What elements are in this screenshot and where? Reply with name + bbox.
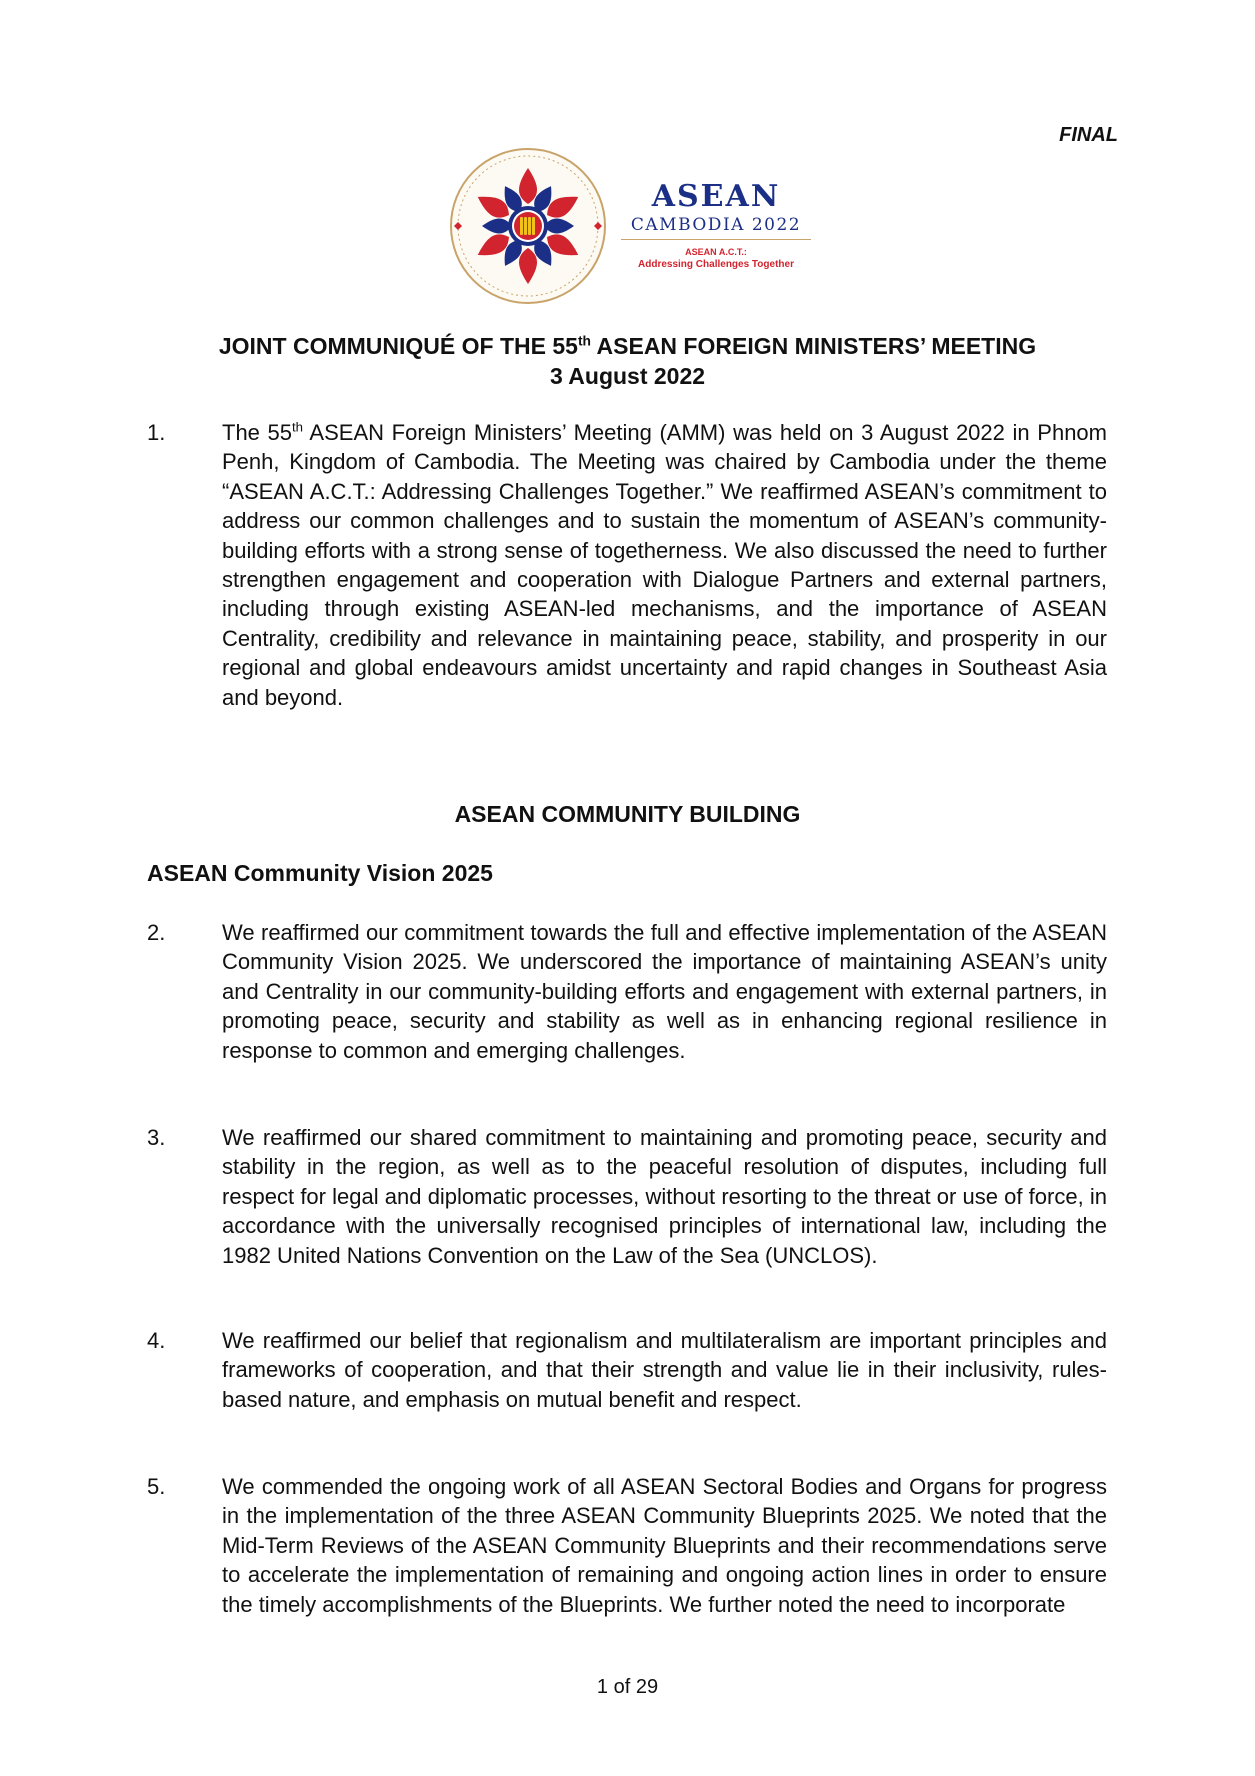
page-number: 1 of 29 [596, 1676, 659, 1698]
paragraph-text: We commended the ongoing work of all ASEAN Sectoral Bodies and Organs for progress in the implementation of the three ASEAN Community Blueprints 2025. We noted that the Mid-Term Reviews of the ASEAN Community Blueprints and their recommendations serve to accelerate the implementation of remaining and ongoing action lines in order to ensure the timely accomplishments of the Blueprints. We further noted the need to incorporate [222, 1474, 1107, 1617]
paragraph-text: The 55th ASEAN Foreign Ministers’ Meeting (AMM) was held on 3 August 2022 in Phnom Penh, Kingdom of Cambodia. The Meeting was chaired by Cambodia under the theme “ASEAN A.C.T.: Addressing Challenges Together.” We reaffirmed ASEAN’s commitment to address our common challenges and to sustain the momentum of ASEAN’s community-building efforts with a strong sense of togetherness. We also discussed the need to further strengthen engagement and cooperation with Dialogue Partners and external partners, including through existing ASEAN-led mechanisms, and the importance of ASEAN Centrality, credibility and relevance in maintaining peace, stability, and prosperity in our regional and global endeavours amidst uncertainty and rapid changes in Southeast Asia and beyond. [222, 419, 1107, 710]
subsection-heading: ASEAN Community Vision 2025 [147, 860, 493, 886]
paragraph-number: 3. [147, 1125, 166, 1150]
logo-cambodia-text: CAMBODIA 2022 [621, 214, 811, 240]
logo-asean-text: ASEAN [651, 179, 781, 214]
paragraph-text: We reaffirmed our commitment towards the full and effective implementation of the ASEAN Community Vision 2025. We underscored the importance of maintaining ASEAN’s unity and Centrality in our community-building efforts and engagement with external partners, in promoting peace, security and stability as well as in enhancing regional resilience in response to common and emerging challenges. [222, 920, 1107, 1063]
logo-theme-short: ASEAN A.C.T.: [685, 247, 747, 257]
paragraph-number: 5. [147, 1474, 166, 1499]
paragraph-text: We reaffirmed our belief that regionalism and multilateralism are important principles and frameworks of cooperation, and that their strength and value lie in their inclusivity, rules-based nature, and emphasis on mutual benefit and respect. [222, 1328, 1107, 1412]
paragraph-number: 4. [147, 1328, 166, 1353]
paragraph-number: 2. [147, 920, 166, 945]
logo-wordmark [621, 180, 811, 271]
logo-theme-full: Addressing Challenges Together [638, 259, 794, 270]
paragraph-text: We reaffirmed our shared commitment to maintaining and promoting peace, security and stability in the region, as well as to the peaceful resolution of disputes, including full respect for legal and diplomatic processes, without resorting to the threat or use of force, in accordance with the universally recognised principles of international law, including the 1982 United Nations Convention on the Law of the Sea (UNCLOS). [222, 1125, 1107, 1268]
document-date: 3 August 2022 [549, 363, 706, 389]
document-title: JOINT COMMUNIQUÉ OF THE 55th ASEAN FOREIGN MINISTERS’ MEETING [218, 333, 1037, 359]
asean-cambodia-2022-emblem [448, 146, 608, 306]
section-heading: ASEAN COMMUNITY BUILDING [454, 801, 801, 827]
paragraph-number: 1. [147, 420, 166, 445]
final-status-label: FINAL [1059, 124, 1118, 146]
